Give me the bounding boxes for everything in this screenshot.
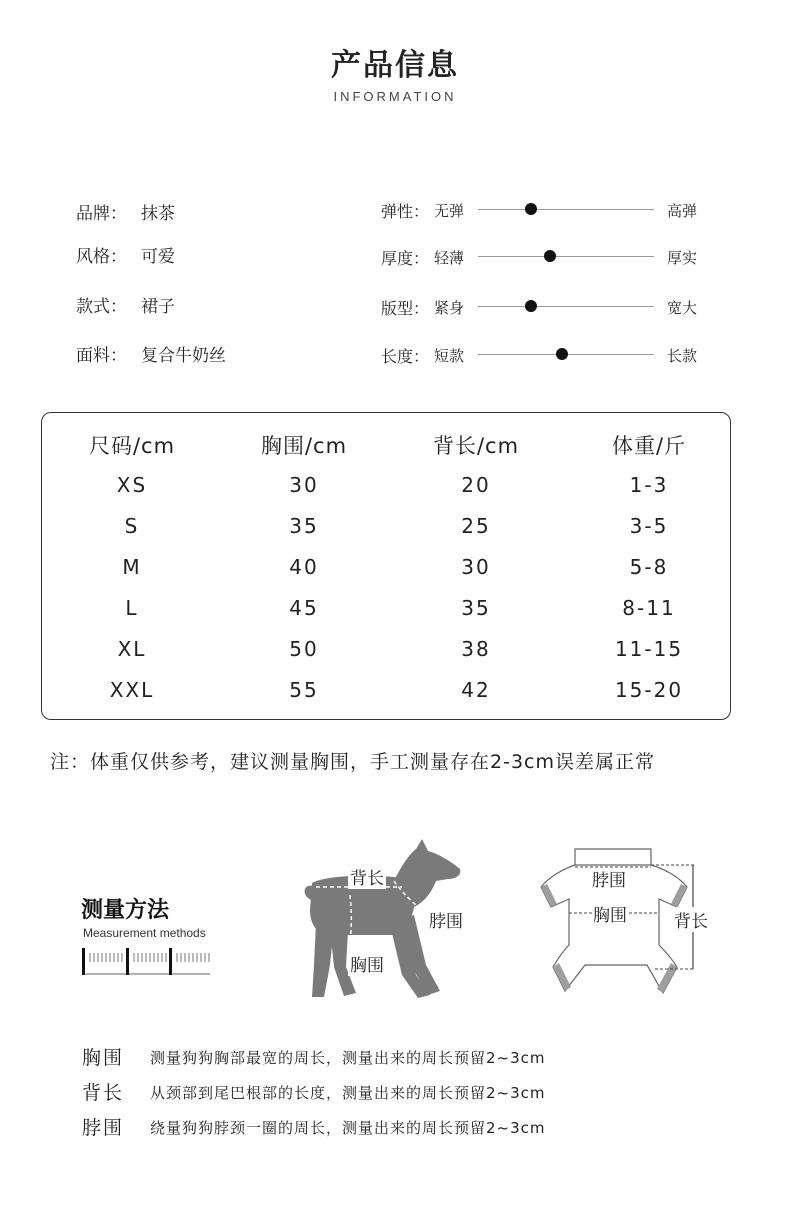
garment-label-chest: 胸围 — [592, 901, 628, 926]
definition-text-neck: 绕量狗狗脖颈一圈的周长，测量出来的周长预留2~3cm — [150, 1119, 546, 1137]
ruler-icon — [82, 948, 212, 976]
definition-term-back: 背长 — [82, 1082, 125, 1104]
table-cell: 15-20 — [614, 678, 684, 702]
table-cell: 38 — [461, 637, 491, 661]
table-cell: 20 — [461, 473, 491, 497]
attribute-value: 抹茶 — [141, 204, 175, 224]
table-cell: 25 — [461, 514, 491, 538]
attribute-key: 风格： — [76, 247, 127, 267]
attribute-brand — [76, 199, 175, 224]
table-cell: XS — [116, 473, 148, 497]
scale-label-fit: 版型： — [381, 299, 430, 318]
table-cell: XXL — [109, 678, 155, 702]
scale-high-thickness: 厚实 — [667, 249, 698, 267]
page-title: 产品信息 — [331, 48, 459, 83]
scale-high-fit: 宽大 — [667, 299, 698, 317]
table-cell: 40 — [289, 555, 319, 579]
attribute-key: 面料： — [76, 346, 127, 366]
scale-low-length: 短款 — [434, 347, 465, 365]
scale-track-thickness — [478, 256, 654, 257]
method-subtitle: Measurement methods — [83, 926, 206, 940]
scale-label-thickness: 厚度： — [381, 249, 430, 268]
table-cell: 45 — [289, 596, 319, 620]
table-cell: 30 — [461, 555, 491, 579]
table-cell: 11-15 — [614, 637, 684, 661]
table-cell: 8-11 — [622, 596, 676, 620]
dog-label-neck: 脖围 — [429, 912, 463, 932]
dog-label-chest: 胸围 — [348, 951, 386, 976]
scale-low-thickness: 轻薄 — [434, 249, 465, 267]
table-cell: 3-5 — [629, 514, 669, 538]
scale-high-length: 长款 — [667, 347, 698, 365]
table-cell: 50 — [289, 637, 319, 661]
table-cell: 35 — [461, 596, 491, 620]
table-cell: XL — [117, 637, 147, 661]
scale-knob-elasticity — [525, 203, 537, 215]
definition-term-neck: 脖围 — [82, 1117, 125, 1139]
table-cell: M — [122, 555, 142, 579]
table-cell: 1-3 — [629, 473, 669, 497]
attribute-value: 可爱 — [141, 247, 175, 267]
table-header-chest: 胸围/cm — [260, 434, 348, 458]
table-cell: 42 — [461, 678, 491, 702]
table-cell: 35 — [289, 514, 319, 538]
scale-knob-length — [556, 348, 568, 360]
scale-label-elasticity: 弹性： — [381, 202, 430, 221]
attribute-style — [76, 242, 175, 267]
definition-text-chest: 测量狗狗胸部最宽的周长，测量出来的周长预留2~3cm — [150, 1049, 546, 1067]
measurement-note: 注：体重仅供参考，建议测量胸围，手工测量存在2-3cm误差属正常 — [50, 751, 655, 773]
scale-low-elasticity: 无弹 — [434, 202, 465, 220]
attribute-type — [76, 292, 175, 317]
garment-label-back: 背长 — [674, 907, 708, 932]
scale-track-elasticity — [478, 209, 654, 210]
scale-low-fit: 紧身 — [434, 299, 465, 317]
dog-label-back: 背长 — [348, 864, 386, 889]
garment-label-neck: 脖围 — [592, 871, 626, 891]
attribute-key: 款式： — [76, 297, 127, 317]
definition-text-back: 从颈部到尾巴根部的长度，测量出来的周长预留2~3cm — [150, 1084, 546, 1102]
table-cell: 55 — [289, 678, 319, 702]
method-title: 测量方法 — [81, 898, 170, 923]
table-cell: 30 — [289, 473, 319, 497]
scale-high-elasticity: 高弹 — [667, 202, 698, 220]
scale-knob-fit — [525, 300, 537, 312]
attribute-value: 裙子 — [141, 297, 175, 317]
scale-label-length: 长度： — [381, 347, 430, 366]
definition-term-chest: 胸围 — [82, 1047, 125, 1069]
attribute-key: 品牌： — [76, 204, 127, 224]
table-header-weight: 体重/斤 — [611, 434, 687, 458]
table-cell: L — [125, 596, 139, 620]
attribute-fabric — [76, 341, 226, 366]
page-subtitle: INFORMATION — [333, 89, 457, 104]
scale-knob-thickness — [544, 250, 556, 262]
attribute-value: 复合牛奶丝 — [141, 346, 226, 366]
scale-track-fit — [478, 306, 654, 307]
table-header-back: 背长/cm — [432, 434, 520, 458]
table-cell: S — [124, 514, 140, 538]
table-header-size: 尺码/cm — [88, 434, 176, 458]
table-cell: 5-8 — [629, 555, 669, 579]
